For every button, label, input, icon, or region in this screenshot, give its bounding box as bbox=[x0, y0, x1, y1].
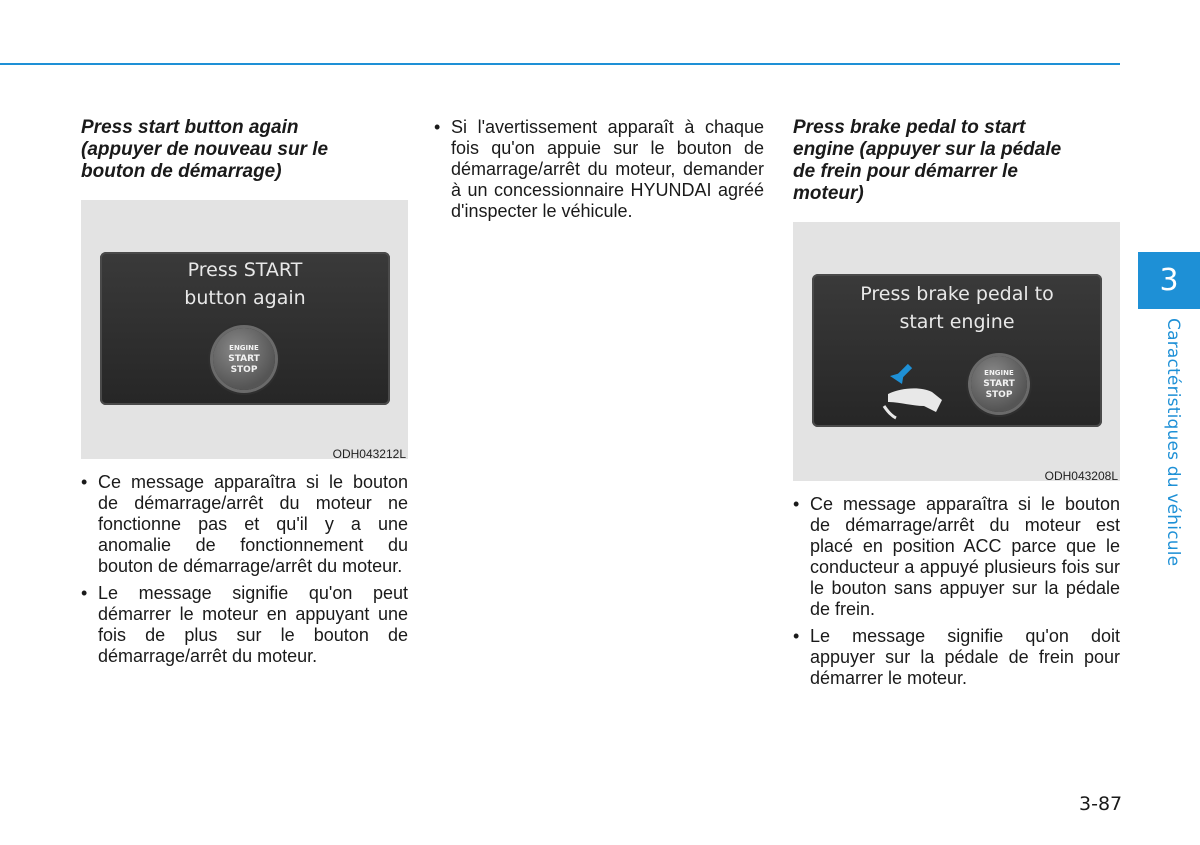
engine-start-stop-icon bbox=[213, 328, 275, 390]
display-line: button again bbox=[184, 287, 306, 309]
figure-press-brake bbox=[793, 222, 1120, 481]
right-column bbox=[793, 117, 1120, 688]
chapter-title: Caractéristiques du véhicule bbox=[1163, 318, 1183, 567]
heading-line: moteur) bbox=[793, 183, 864, 204]
heading-line: de frein pour démarrer le bbox=[793, 161, 1018, 182]
figure-press-start bbox=[81, 200, 408, 459]
left-column bbox=[81, 117, 408, 666]
button-text: START bbox=[228, 353, 260, 364]
cluster-display bbox=[812, 274, 1102, 427]
button-text: STOP bbox=[230, 364, 258, 375]
list-item: • Le message signifie qu'on peut démarrer le moteur en appuyant une fois de plus sur le bouton de démarrage/arrêt du moteur. bbox=[81, 583, 408, 667]
list-item: • Ce message apparaîtra si le bouton de démarrage/arrêt du moteur ne fonctionne pas et qu'il y a une anomalie de fonctionnement du bouton de démarrage/arrêt du moteur. bbox=[81, 472, 408, 577]
display-message bbox=[812, 280, 1102, 336]
display-line: start engine bbox=[899, 311, 1015, 333]
engine-start-stop-icon bbox=[971, 356, 1027, 412]
button-text: START bbox=[983, 378, 1015, 389]
figure-code: ODH043212L bbox=[332, 447, 406, 461]
section-heading-brake-pedal bbox=[793, 117, 1120, 205]
heading-line: (appuyer de nouveau sur le bbox=[81, 139, 329, 160]
chapter-number-tab: 3 bbox=[1138, 252, 1200, 309]
display-message bbox=[100, 256, 390, 312]
button-text: ENGINE bbox=[229, 343, 259, 352]
bullet-list bbox=[793, 494, 1120, 695]
display-line: Press brake pedal to bbox=[860, 283, 1054, 305]
heading-line: bouton de démarrage) bbox=[81, 161, 282, 182]
bullet-list bbox=[81, 472, 408, 673]
button-text: ENGINE bbox=[984, 368, 1014, 377]
cluster-display bbox=[100, 252, 390, 405]
heading-line: Press brake pedal to start bbox=[793, 117, 1026, 138]
page-number: 3-87 bbox=[1079, 793, 1123, 815]
brake-pedal-icon bbox=[880, 362, 960, 420]
header-rule bbox=[0, 63, 1120, 65]
list-item: • Le message signifie qu'on doit appuyer sur la pédale de frein pour démarrer le moteur. bbox=[793, 626, 1120, 689]
figure-code: ODH043208L bbox=[1044, 469, 1118, 483]
display-line: Press START bbox=[187, 259, 303, 281]
list-item: • Ce message apparaîtra si le bouton de démarrage/arrêt du moteur est placé en position ACC parce que le conducteur a appuyé plusieurs fois sur le bouton sans appuyer sur la pédale de frein. bbox=[793, 494, 1120, 620]
heading-line: Press start button again bbox=[81, 117, 299, 138]
bullet-list bbox=[434, 117, 764, 228]
list-item: • Si l'avertissement apparaît à chaque fois qu'on appuie sur le bouton de démarrage/arrêt du moteur, demander à un concessionnaire HYUNDAI agréé d'inspecter le véhicule. bbox=[434, 117, 764, 222]
section-heading-start-button bbox=[81, 117, 408, 183]
heading-line: engine (appuyer sur la pédale bbox=[793, 139, 1062, 160]
button-text: STOP bbox=[985, 389, 1013, 400]
